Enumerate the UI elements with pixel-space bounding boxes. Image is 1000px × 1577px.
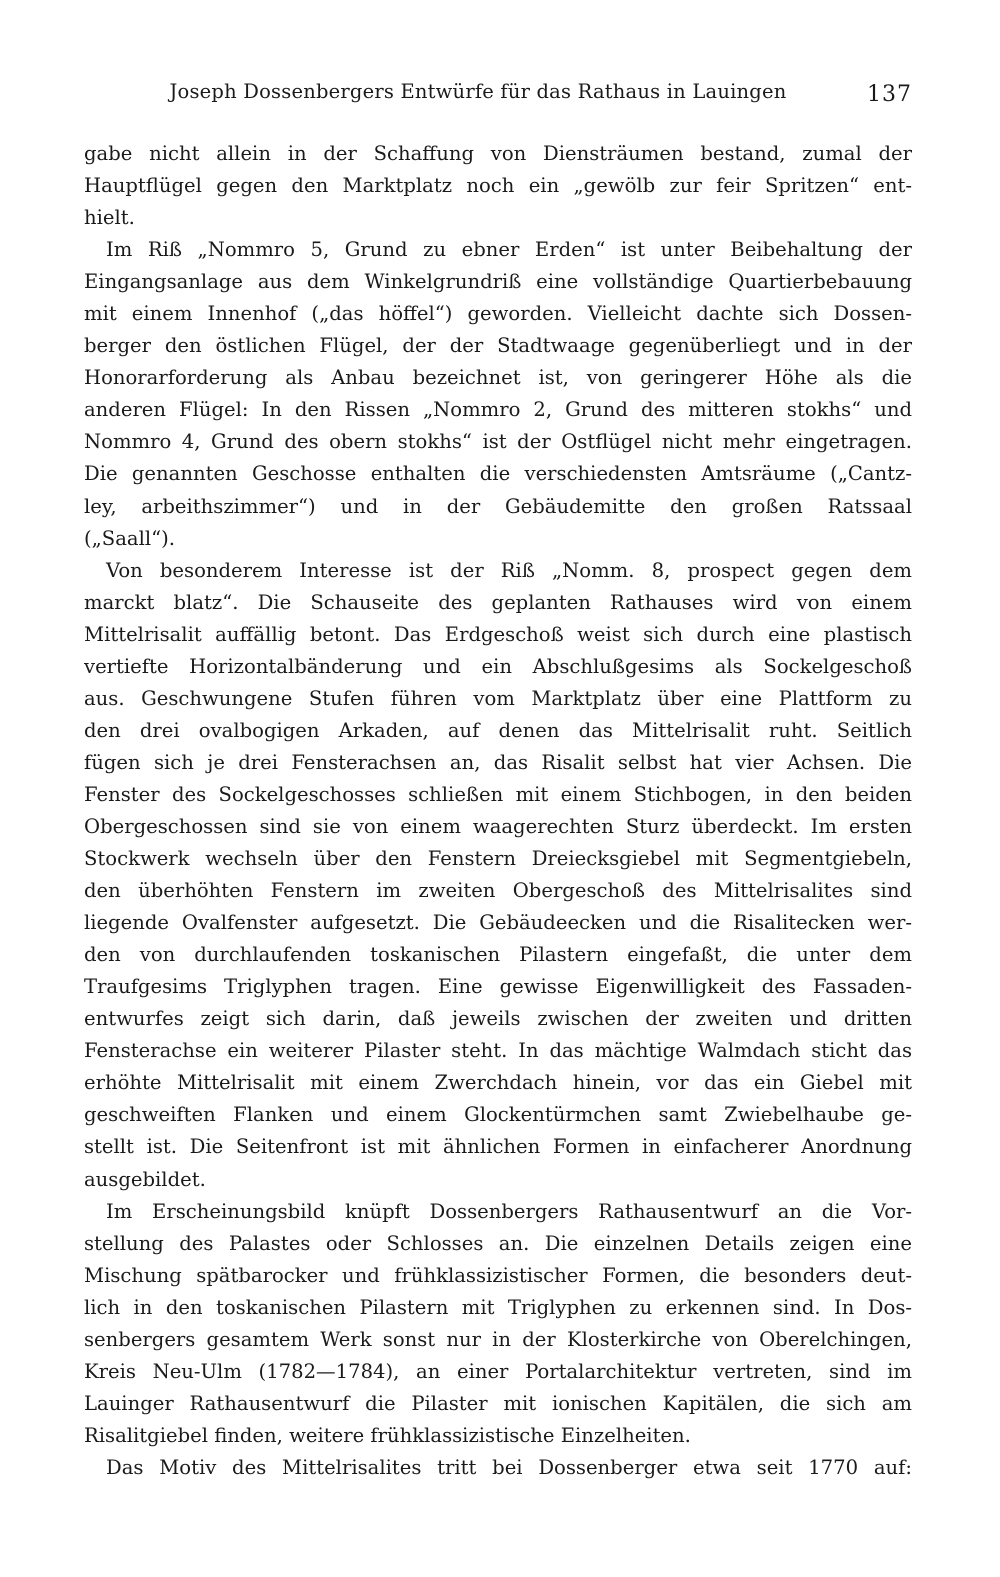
- text-line: Im Riß „Nommro 5, Grund zu ebner Erden“ ist unter Beibehaltung der: [106, 238, 912, 262]
- text-line: stellung des Palastes oder Schlosses an. Die einzelnen Details zeigen eine: [84, 1231, 912, 1255]
- text-line: den drei ovalbogigen Arkaden, auf denen das Mittelrisalit ruht. Seitlich: [84, 718, 912, 742]
- text-line: fügen sich je drei Fensterachsen an, das Risalit selbst hat vier Achsen. Die: [84, 750, 912, 774]
- text-line: Lauinger Rathausentwurf die Pilaster mit ionischen Kapitälen, die sich am: [84, 1391, 912, 1415]
- text-line: entwurfes zeigt sich darin, daß jeweils zwischen der zweiten und dritten: [84, 1007, 912, 1031]
- text-line: erhöhte Mittelrisalit mit einem Zwerchdach hinein, vor das ein Giebel mit: [84, 1071, 912, 1095]
- text-line: Im Erscheinungsbild knüpft Dossenbergers Rathausentwurf an die Vor-: [106, 1199, 912, 1223]
- page-number: 137: [867, 82, 912, 107]
- text-line: Mischung spätbarocker und frühklassizistischer Formen, die besonders deut-: [84, 1263, 912, 1287]
- text-line: den von durchlaufenden toskanischen Pilastern eingefaßt, die unter dem: [84, 943, 912, 967]
- text-line: Nommro 4, Grund des obern stokhs“ ist der Ostflügel nicht mehr eingetragen.: [84, 430, 912, 454]
- text-line: ausgebildet.: [84, 1167, 206, 1191]
- text-line: Obergeschossen sind sie von einem waagerechten Sturz überdeckt. Im ersten: [84, 814, 912, 838]
- text-line: ley, arbeithszimmer“) und in der Gebäudemitte den großen Ratssaal: [84, 494, 912, 518]
- text-line: stellt ist. Die Seitenfront ist mit ähnlichen Formen in einfacherer Anordnung: [84, 1135, 912, 1159]
- running-header: [84, 76, 912, 116]
- text-line: liegende Ovalfenster aufgesetzt. Die Gebäudeecken und die Risalitecken wer-: [84, 911, 912, 935]
- text-line: aus. Geschwungene Stufen führen vom Marktplatz über eine Plattform zu: [84, 686, 912, 710]
- text-line: Mittelrisalit auffällig betont. Das Erdgeschoß weist sich durch eine plastisch: [84, 622, 912, 646]
- text-line: Stockwerk wechseln über den Fenstern Dreiecksgiebel mit Segmentgiebeln,: [84, 847, 912, 871]
- text-line: senbergers gesamtem Werk sonst nur in der Klosterkirche von Oberelchingen,: [84, 1327, 912, 1351]
- text-line: anderen Flügel: In den Rissen „Nommro 2, Grund des mitteren stokhs“ und: [84, 398, 912, 422]
- text-line: Hauptflügel gegen den Marktplatz noch ein „gewölb zur feir Spritzen“ ent-: [84, 174, 912, 198]
- text-line: Fenster des Sockelgeschosses schließen mit einem Stichbogen, in den beiden: [84, 782, 912, 806]
- text-line: gabe nicht allein in der Schaffung von Diensträumen bestand, zumal der: [84, 142, 912, 165]
- text-line: marckt blatz“. Die Schauseite des geplanten Rathauses wird von einem: [84, 590, 912, 614]
- text-line: vertiefte Horizontalbänderung und ein Abschlußgesims als Sockelgeschoß: [84, 654, 912, 678]
- text-line: geschweiften Flanken und einem Glockentürmchen samt Zwiebelhaube ge-: [84, 1103, 912, 1127]
- text-line: Das Motiv des Mittelrisalites tritt bei Dossenberger etwa seit 1770 auf:: [106, 1455, 912, 1479]
- text-line: Die genannten Geschosse enthalten die verschiedensten Amtsräume („Cantz-: [84, 462, 912, 486]
- text-line: Von besonderem Interesse ist der Riß „Nomm. 8, prospect gegen dem: [106, 558, 912, 582]
- text-line: lich in den toskanischen Pilastern mit Triglyphen zu erkennen sind. In Dos-: [84, 1295, 912, 1319]
- text-line: Eingangsanlage aus dem Winkelgrundriß eine vollständige Quartierbebauung: [84, 270, 912, 294]
- text-line: den überhöhten Fenstern im zweiten Obergeschoß des Mittelrisalites sind: [84, 879, 912, 903]
- body-text: [84, 138, 912, 1484]
- running-title: Joseph Dossenbergers Entwürfe für das Rathaus in Lauingen: [169, 80, 787, 103]
- text-line: Risalitgiebel finden, weitere frühklassizistische Einzelheiten.: [84, 1423, 691, 1447]
- text-line: Fensterachse ein weiterer Pilaster steht. In das mächtige Walmdach sticht das: [84, 1039, 912, 1063]
- text-line: Honorarforderung als Anbau bezeichnet ist, von geringerer Höhe als die: [84, 366, 912, 390]
- text-line: hielt.: [84, 206, 135, 230]
- text-line: berger den östlichen Flügel, der der Stadtwaage gegenüberliegt und in der: [84, 334, 912, 358]
- text-line: Traufgesims Triglyphen tragen. Eine gewisse Eigenwilligkeit des Fassaden-: [84, 975, 912, 999]
- text-line: mit einem Innenhof („das höffel“) geworden. Vielleicht dachte sich Dossen-: [84, 302, 912, 326]
- text-line: Kreis Neu-Ulm (1782—1784), an einer Portalarchitektur vertreten, sind im: [84, 1359, 912, 1383]
- text-line: („Saall“).: [84, 526, 176, 550]
